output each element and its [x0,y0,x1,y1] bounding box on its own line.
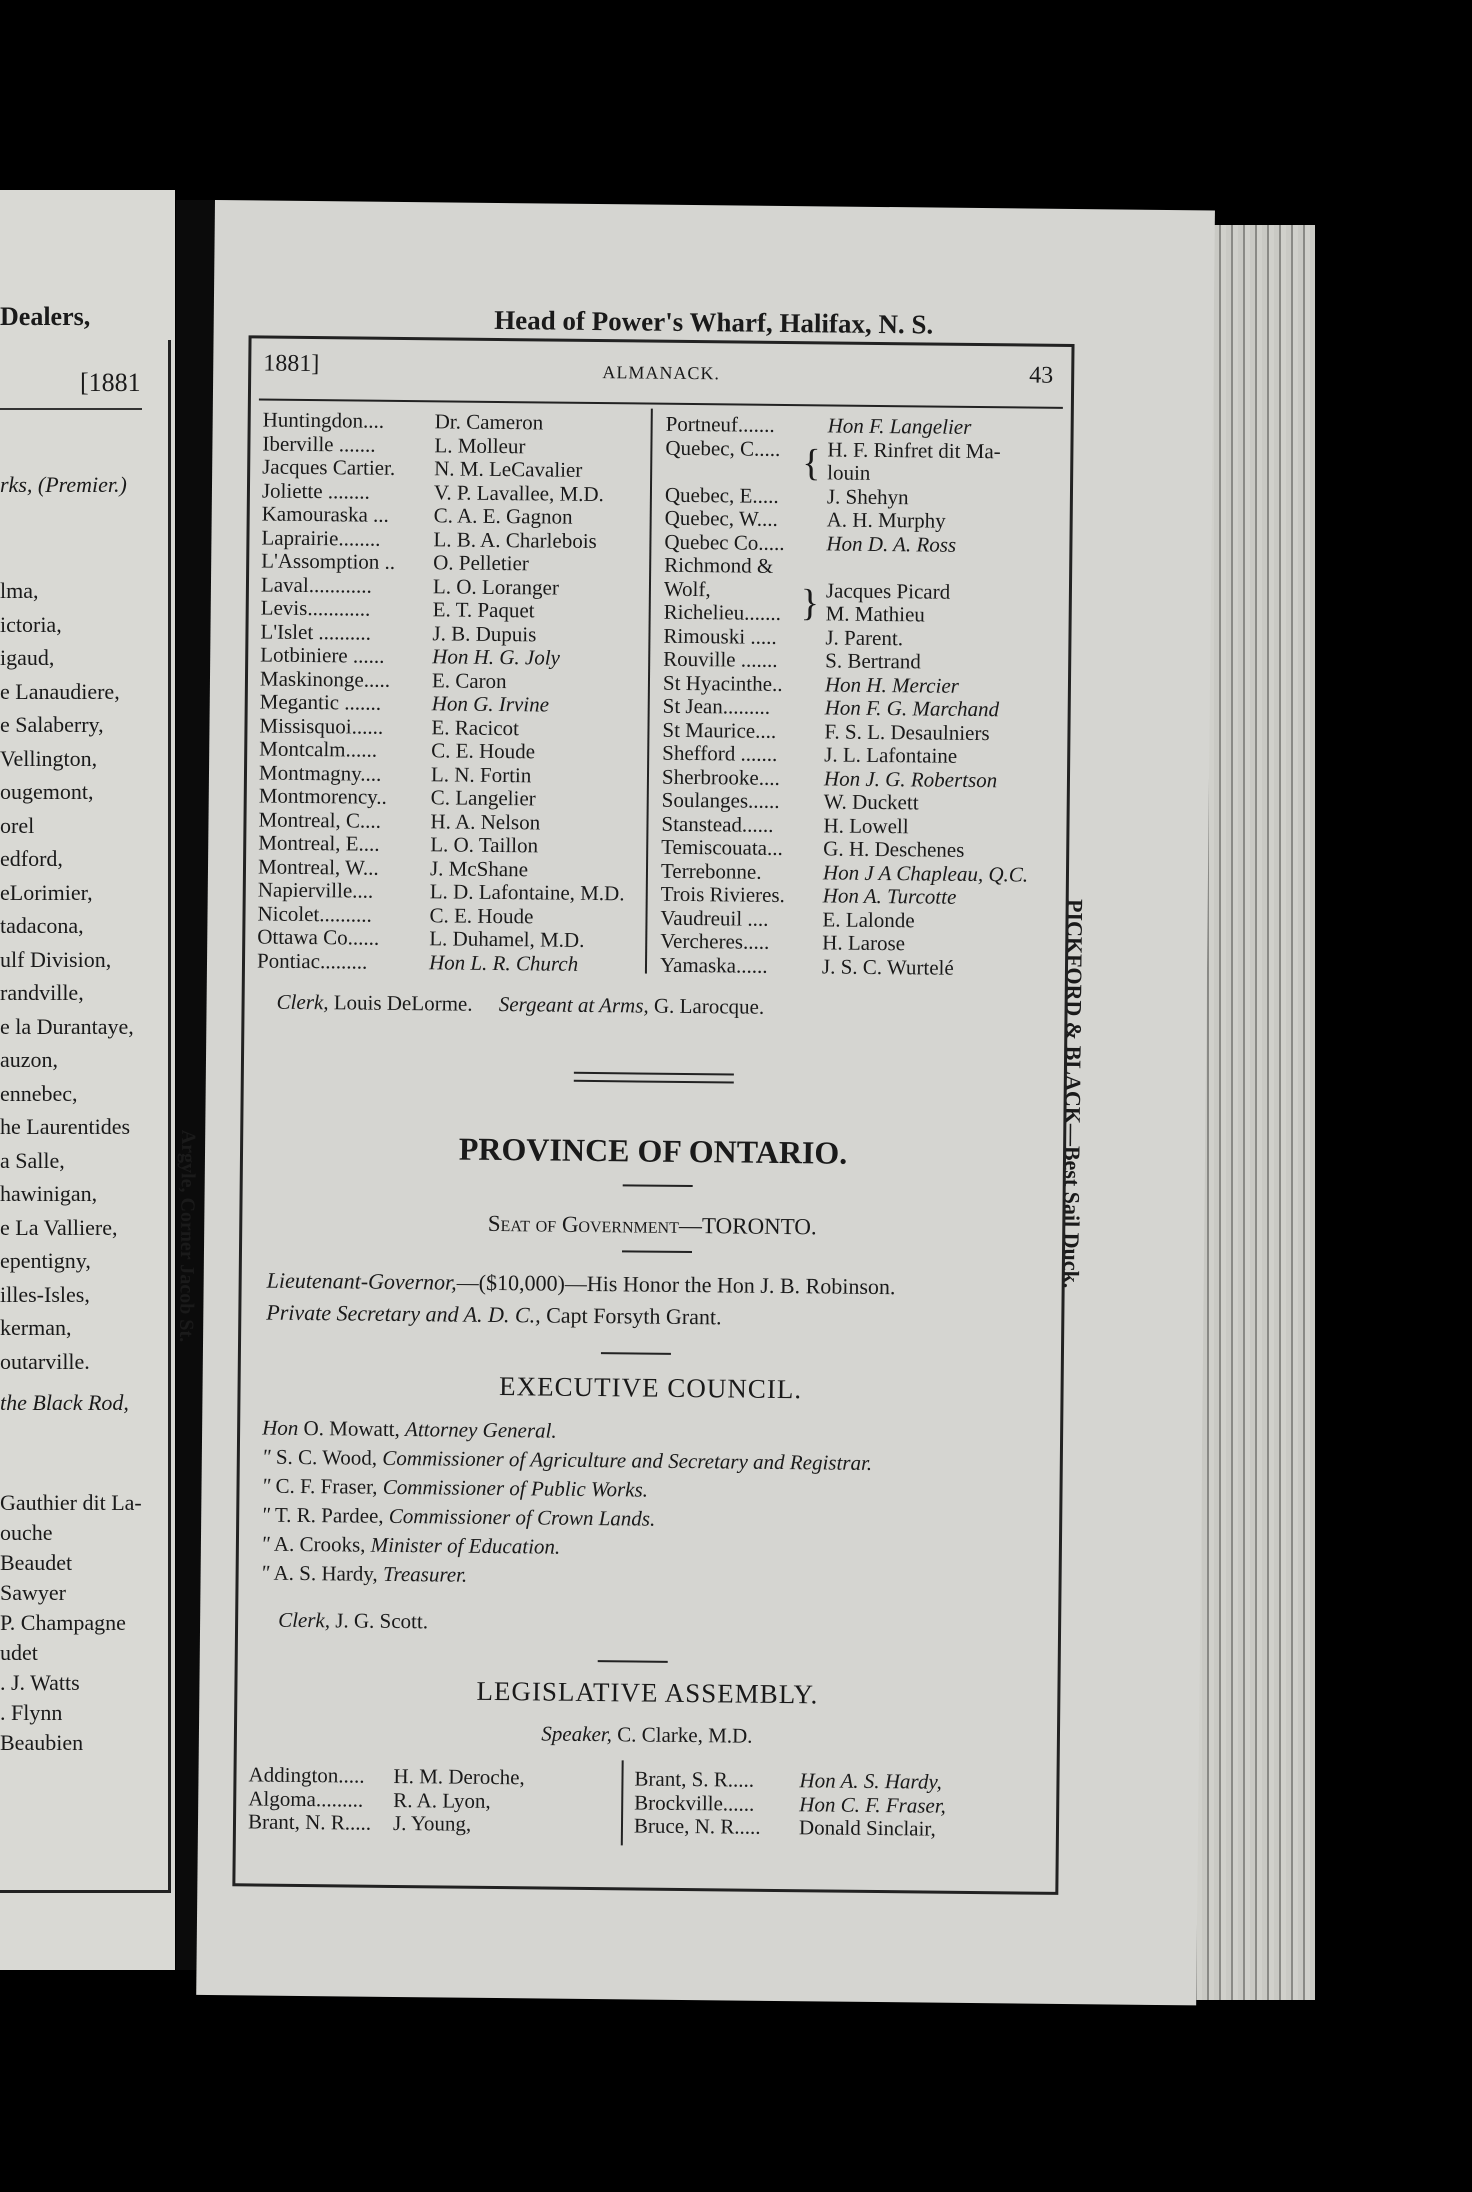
member-row [660,881,957,909]
member-name: J. Shehyn [826,483,909,509]
constituency: Levis............ [260,595,371,621]
facing-page-list-item: ulf Division, [0,946,112,972]
member-prefix: Hon [262,1415,299,1440]
facing-page-lower-item: Sawyer [0,1580,66,1605]
facing-page-premier: rks, (Premier.) [0,472,127,497]
constituency: Bruce, N. R..... [633,1813,761,1839]
constituency: Quebec, E..... [664,482,779,508]
constituency: Trois Rivieres. [660,881,785,908]
member-row [260,572,560,600]
constituency: Iberville ....... [262,431,376,457]
constituency: Maskinonge..... [259,665,391,692]
facing-page-list-item: tadacona, [0,913,84,938]
side-advert-right: PICKFORD & BLACK—Best Sail Duck. [1058,898,1088,1289]
member-prefix: " [260,1531,270,1556]
lg-text: —($10,000)—His Honor the Hon J. B. Robinson. [456,1269,896,1300]
facing-page-list-item: auzon, [0,1047,59,1072]
executive-clerk [278,1609,428,1634]
member-name: E. T. Paquet [432,597,535,623]
member-row [633,1813,936,1841]
facing-page-list-item: edford, [0,846,63,871]
member-name: L. B. A. Charlebois [433,526,597,553]
member-name: Hon A. S. Hardy, [799,1768,942,1794]
assembly-title: LEGISLATIVE ASSEMBLY. [476,1675,819,1710]
constituency: Montreal, W... [257,853,379,880]
member-name: Hon C. F. Fraser, [799,1791,946,1818]
member-name: L. D. Lafontaine, M.D. [429,879,625,906]
member-row [662,717,990,745]
seat-of-government: Seat of Government—TORONTO. [487,1210,817,1240]
member-row [664,529,957,557]
constituency: Laval............ [260,572,372,598]
member-name: R. A. Lyon, [393,1787,491,1813]
member-name: H. A. Nelson [430,808,541,834]
member-name: C. Langelier [430,785,536,811]
facing-page-black-rod: the Black Rod, [0,1390,129,1415]
member-name: Hon A. Turcotte [822,883,957,909]
member-row [661,787,919,815]
executive-member [261,1562,468,1587]
member-name: L. O. Loranger [432,573,560,600]
member-name: J. L. Lafontaine [824,742,958,768]
member-office: Commissioner of Public Works. [382,1474,649,1502]
constituency: Pontiac......... [256,947,368,974]
facing-page [0,190,175,1970]
facing-page-list-item: hawinigan, [0,1181,98,1206]
member-name: V. P. Lavallee, M.D. [433,479,605,506]
facing-page-list-item: kerman, [0,1315,72,1340]
member-row [257,877,625,906]
facing-page-list-item: outarville. [0,1348,90,1374]
member-prefix: " [260,1560,270,1585]
member-office: Commissioner of Agriculture and Secretary and Registrar. [382,1445,873,1475]
member-office: Commissioner of Crown Lands. [388,1503,656,1531]
constituency: Rimouski ..... [663,623,777,649]
facing-page-list-item: e la Durantaye, [0,1013,134,1039]
facing-page-lower-item: P. Champagne [0,1610,126,1635]
ps-text: Capt Forsyth Grant. [546,1302,722,1330]
member-row [258,783,536,811]
constituency: Brant, S. R..... [634,1766,755,1792]
constituency: Ottawa Co...... [257,924,380,950]
member-name: louin [827,460,871,485]
member-name: H. M. Deroche, [393,1763,525,1790]
executive-rule [601,1352,671,1355]
ontario-rule [623,1184,693,1187]
member-name: Hon H. Mercier [824,671,960,698]
facing-page-list-item: ougemont, [0,779,94,804]
member-name: G. H. Deschenes [823,836,965,862]
member-row [261,501,573,529]
sergeant-label: Sergeant at Arms, [498,992,649,1018]
executive-clerk-name: J. G. Scott. [335,1608,429,1634]
member-row [663,646,921,674]
member-name: C. A. E. Gagnon [433,503,573,529]
constituency: Napierville.... [257,877,374,903]
member-row [662,670,960,698]
member-row [661,811,909,838]
member-row [261,525,597,553]
constituency: Montreal, E.... [258,830,380,856]
facing-page-lower-item: Beaubien [0,1730,84,1755]
facing-page-list-item: illes-Isles, [0,1281,90,1307]
constituency: Quebec, W.... [664,505,778,531]
member-row [258,806,541,834]
member-row [661,834,965,862]
member-office: Treasurer. [382,1561,468,1587]
ps-label: Private Secretary and A. D. C., [266,1299,541,1328]
member-office: Attorney General. [404,1417,557,1443]
constituency: St Hyacinthe.. [662,670,783,696]
lieutenant-governor-line [267,1269,896,1299]
member-row [660,858,1029,887]
member-name: C. F. Fraser, [275,1473,378,1499]
member-row [247,1809,472,1836]
member-row [262,407,544,435]
facing-page-list-item: he Laurentides [0,1114,131,1139]
member-row [634,1789,946,1818]
member-row [660,928,906,956]
constituency: Quebec Co..... [664,529,785,555]
member-row [662,693,1000,722]
constituency: Yamaska...... [659,952,768,978]
constituency: Richmond & [664,552,774,578]
brace-quebec: { [802,442,821,485]
facing-page-lower-item: Gauthier dit La- [0,1490,142,1515]
member-name: O. Pelletier [433,550,529,576]
member-row [262,454,583,482]
facing-page-list-item: eLorimier, [0,879,93,905]
member-name: J. Young, [392,1810,472,1836]
constituency: Brant, N. R..... [247,1809,372,1835]
member-row [259,712,520,740]
member-row [665,435,1001,463]
column-divider [645,409,653,974]
facing-page-list-item: epentigny, [0,1248,91,1273]
member-name: A. Crooks, [273,1531,366,1557]
executive-clerk-label: Clerk, [278,1607,331,1633]
member-name: L. Molleur [434,432,526,458]
executive-title: EXECUTIVE COUNCIL. [498,1371,803,1405]
speaker-name: C. Clarke, M.D. [617,1722,753,1748]
ontario-title: PROVINCE OF ONTARIO. [458,1130,848,1171]
member-row [664,482,909,509]
member-name: Hon J A Chapleau, Q.C. [822,859,1029,887]
member-row [634,1766,942,1794]
member-name: H. Lowell [823,812,909,838]
constituency: Wolf, [663,576,711,601]
constituency: Temiscouata... [661,834,783,860]
member-name: J. McShane [429,855,529,881]
executive-member [261,1475,648,1502]
private-secretary-line [266,1301,721,1329]
facing-page-list-item: e Lanaudiere, [0,678,120,704]
constituency: L'Islet .......... [260,619,372,645]
constituency: Joliette ........ [261,478,370,504]
member-row [256,947,579,976]
speaker-line [237,1718,1057,1752]
facing-page-list-item: randville, [0,980,84,1005]
member-name: Hon F. G. Marchand [824,695,1000,722]
member-name: S. C. Wood, [275,1444,378,1470]
lg-label: Lieutenant-Governor, [266,1267,457,1295]
member-name: W. Duckett [823,789,919,815]
member-prefix: " [261,1444,271,1469]
executive-member [262,1417,557,1443]
constituency: St Maurice.... [662,717,777,743]
member-row [260,642,561,670]
facing-page-list-item: igaud, [0,645,55,670]
member-row [663,599,925,627]
member-name: N. M. LeCavalier [434,456,583,482]
member-row [661,764,998,792]
member-name: Hon L. R. Church [428,949,579,976]
sergeant-name: G. Larocque. [653,993,765,1019]
facing-page-list-item: lma, [0,578,39,603]
running-head: Head of Power's Wharf, Halifax, N. S. [494,304,934,340]
facing-page-list-item: ennebec, [0,1080,78,1106]
facing-page-list-item: a Salle, [0,1147,65,1173]
constituency: Portneuf....... [665,411,775,437]
constituency: Jacques Cartier. [262,454,396,480]
member-name: E. Caron [431,667,507,693]
constituency: Montreal, C.... [258,806,382,833]
member-row [259,665,507,693]
member-name: C. E. Houde [431,738,536,764]
member-name: E. Lalonde [822,906,915,932]
facing-page-header: Dealers, [0,302,91,331]
member-name: Hon J. G. Robertson [823,765,998,792]
facing-page-list-item: ictoria, [0,611,62,637]
member-name: S. Bertrand [825,648,921,674]
member-name: Dr. Cameron [434,409,544,435]
constituency: Addington..... [248,1762,365,1788]
member-row [663,623,904,650]
constituency: Vaudreuil .... [660,905,769,931]
member-name: M. Mathieu [825,601,925,627]
member-name: Hon H. G. Joly [432,644,561,670]
executive-member [262,1446,873,1475]
member-row [258,830,539,858]
constituency: Shefford ....... [662,740,778,766]
member-row [261,548,529,576]
header-rule [259,398,1063,408]
member-row [259,689,550,717]
member-row [665,411,972,439]
member-row [261,478,605,506]
member-row [660,905,915,932]
member-name: Donald Sinclair, [798,1815,936,1841]
constituency: Richelieu....... [663,599,782,625]
member-row [257,900,534,928]
member-name: L. O. Taillon [430,832,539,858]
clerk-label: Clerk, [276,989,329,1015]
member-name: Hon G. Irvine [431,691,550,717]
constituency: Nicolet.......... [257,900,372,927]
member-row [248,1762,525,1790]
seat-rule [622,1250,692,1253]
member-row [258,759,532,787]
member-row [257,924,585,952]
executive-member [261,1533,561,1559]
member-row [659,952,954,980]
facing-page-lower-item: . J. Watts [0,1670,80,1695]
member-row [248,1785,491,1813]
constituency: L'Assomption .. [261,548,396,574]
page-title: ALMANACK. [602,362,721,384]
member-name: J. S. C. Wurtelé [821,953,954,980]
constituency: Missisquoi...... [259,712,384,739]
facing-page-list-item: orel [0,812,35,838]
almanack-page [175,200,1215,2005]
member-row [262,431,526,458]
member-name: J. Parent. [825,624,904,650]
facing-page-rule [0,408,142,410]
constituency: Soulanges...... [661,787,780,813]
assembly-divider [621,1760,624,1845]
page-frame [232,335,1074,1895]
constituency: Quebec, C..... [665,435,781,461]
member-name: E. Racicot [431,714,520,740]
member-row [664,505,946,533]
constituency: Brockville...... [634,1789,755,1816]
constituency: Stanstead...... [661,811,774,837]
facing-page-lower-item: udet [0,1640,38,1665]
constituency: Montcalm...... [259,736,378,762]
member-name: Hon D. A. Ross [826,530,957,557]
member-name: F. S. L. Desaulniers [824,718,990,745]
facing-page-list-item: e Salaberry, [0,712,104,737]
assembly-rule [598,1660,668,1663]
constituency: Huntingdon.... [262,407,385,433]
constituency: Vercheres..... [660,928,770,954]
facing-page-lower-item: ouche [0,1520,53,1545]
member-name: O. Mowatt, [303,1415,400,1442]
constituency: Terrebonne. [660,858,762,884]
facing-page-year: [1881 [80,368,141,397]
page-number: 43 [1029,362,1054,389]
brace-richmond: } [800,582,820,625]
member-prefix: " [261,1473,271,1498]
member-name: J. B. Dupuis [432,620,537,646]
member-row [257,853,529,881]
member-name: H. Larose [822,930,906,956]
facing-page-lower-item: Beaudet [0,1550,73,1575]
side-advert-left: Argyle, Corner Jacob St. [175,1129,200,1343]
member-name: C. E. Houde [429,902,534,928]
constituency: Sherbrooke.... [661,764,780,790]
constituency: Algoma......... [248,1785,364,1812]
speaker-label: Speaker, [541,1721,613,1747]
constituency: Kamouraska ... [261,501,389,527]
clerk-line [276,991,764,1019]
member-name: A. S. Hardy, [273,1560,378,1586]
member-name: A. H. Murphy [826,507,946,533]
member-row [664,554,773,578]
constituency: Laprairie........ [261,525,381,551]
clerk-name: Louis DeLorme. [333,990,473,1016]
member-office: Minister of Education. [370,1532,561,1559]
section-double-rule [574,1072,734,1084]
page-year: 1881] [263,350,320,378]
constituency: Montmorency.. [258,783,388,809]
constituency: Rouville ....... [663,646,778,672]
member-name: T. R. Pardee, [274,1502,384,1528]
member-prefix: " [261,1502,271,1527]
member-row [260,619,537,646]
member-row [663,576,951,604]
member-name: H. F. Rinfret dit Ma- [827,436,1001,463]
executive-member [261,1504,655,1531]
member-row [259,736,536,764]
member-row [260,595,535,623]
member-name: Jacques Picard [825,577,951,604]
facing-page-list-item: e La Valliere, [0,1214,118,1240]
constituency: Megantic ....... [259,689,382,715]
constituency: Montmagny.... [258,759,382,786]
facing-page-lower-item: . Flynn [0,1700,63,1725]
member-name: L. Duhamel, M.D. [429,926,585,952]
member-name: Hon F. Langelier [827,413,972,439]
member-row [662,740,958,768]
facing-page-list-item: Vellington, [0,745,98,771]
constituency: St Jean......... [662,693,771,719]
constituency: Lotbiniere ...... [260,642,385,668]
member-name: L. N. Fortin [430,761,532,787]
